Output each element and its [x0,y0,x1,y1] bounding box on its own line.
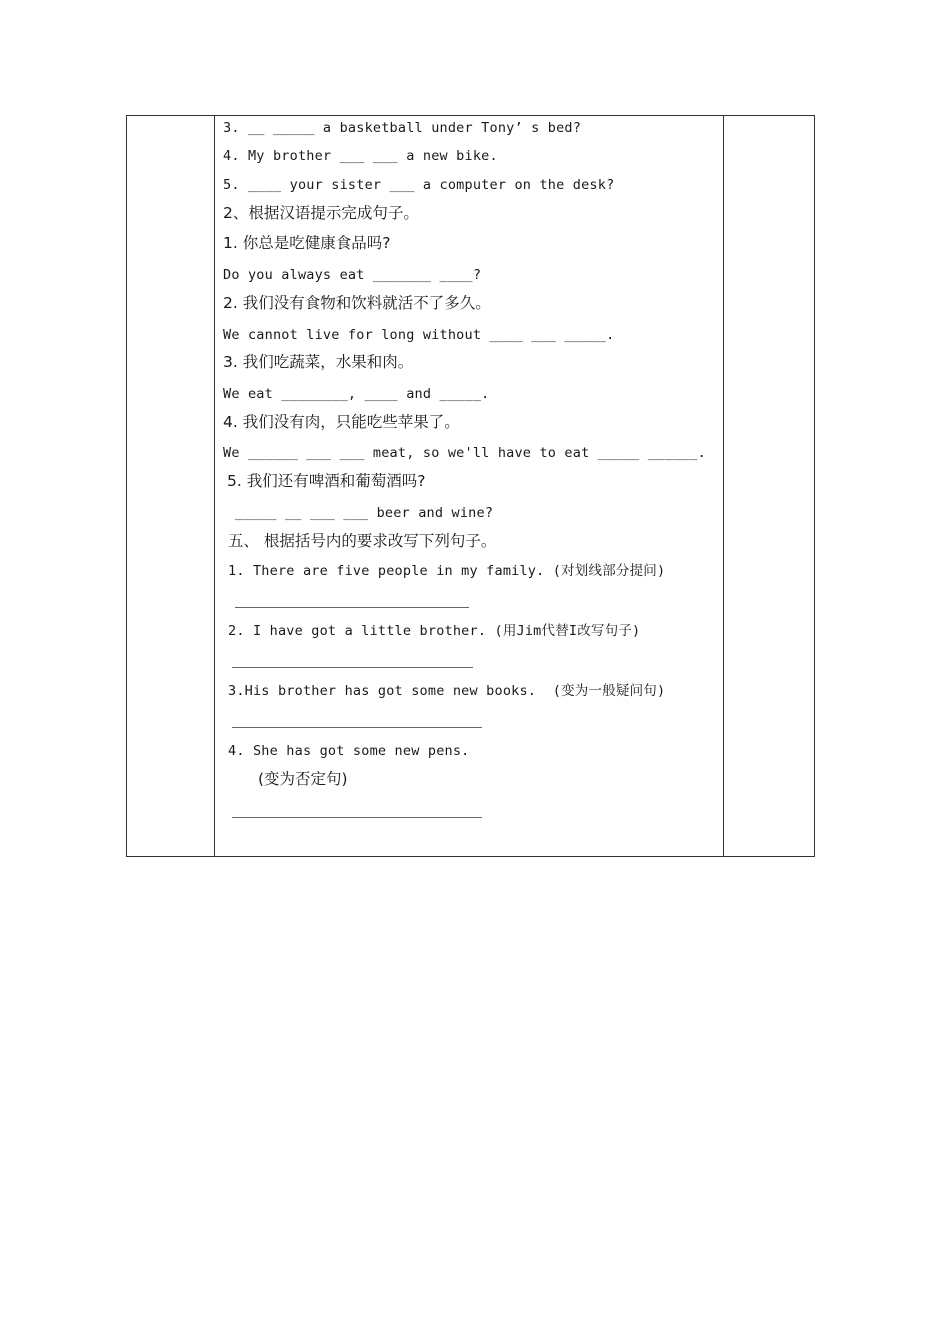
question-prompt: 1. 你总是吃健康食品吗? [223,234,391,252]
column-divider-left [214,116,215,856]
answer-line: We cannot live for long without ____ ___ _____. [223,327,615,343]
rewrite-instruction: (变为否定句) [258,770,348,788]
rewrite-question: 2. I have got a little brother. (用Jim代替I改写句子) [228,623,641,639]
question-prompt: 4. 我们没有肉，只能吃些苹果了。 [223,413,460,431]
rewrite-question: 1. There are five people in my family. (对划线部分提问) [228,563,666,579]
section-heading: 2、根据汉语提示完成句子。 [223,204,419,222]
exercise-line: 3. __ _____ a basketball under Tony’ s bed? [223,120,582,136]
answer-line: We eat ________, ____ and _____. [223,386,490,402]
answer-blank [235,607,469,608]
exercise-line: 5. ____ your sister ___ a computer on the desk? [223,177,615,193]
answer-line: We ______ ___ ___ meat, so we'll have to eat _____ ______. [223,445,707,461]
exercise-line: 4. My brother ___ ___ a new bike. [223,148,498,164]
answer-blank [232,727,482,728]
answer-line: Do you always eat _______ ____? [223,267,482,283]
answer-blank [232,667,473,668]
section-heading: 五、 根据括号内的要求改写下列句子。 [228,532,497,550]
question-prompt: 3. 我们吃蔬菜，水果和肉。 [223,353,414,371]
question-prompt: 2. 我们没有食物和饮料就活不了多久。 [223,294,491,312]
rewrite-question: 3.His brother has got some new books. (变为一般疑问句) [228,683,666,699]
answer-line: _____ __ ___ ___ beer and wine? [235,505,494,521]
column-divider-right [723,116,724,856]
answer-blank [232,817,482,818]
rewrite-question: 4. She has got some new pens. [228,743,470,759]
question-prompt: 5. 我们还有啤酒和葡萄酒吗? [227,472,426,490]
